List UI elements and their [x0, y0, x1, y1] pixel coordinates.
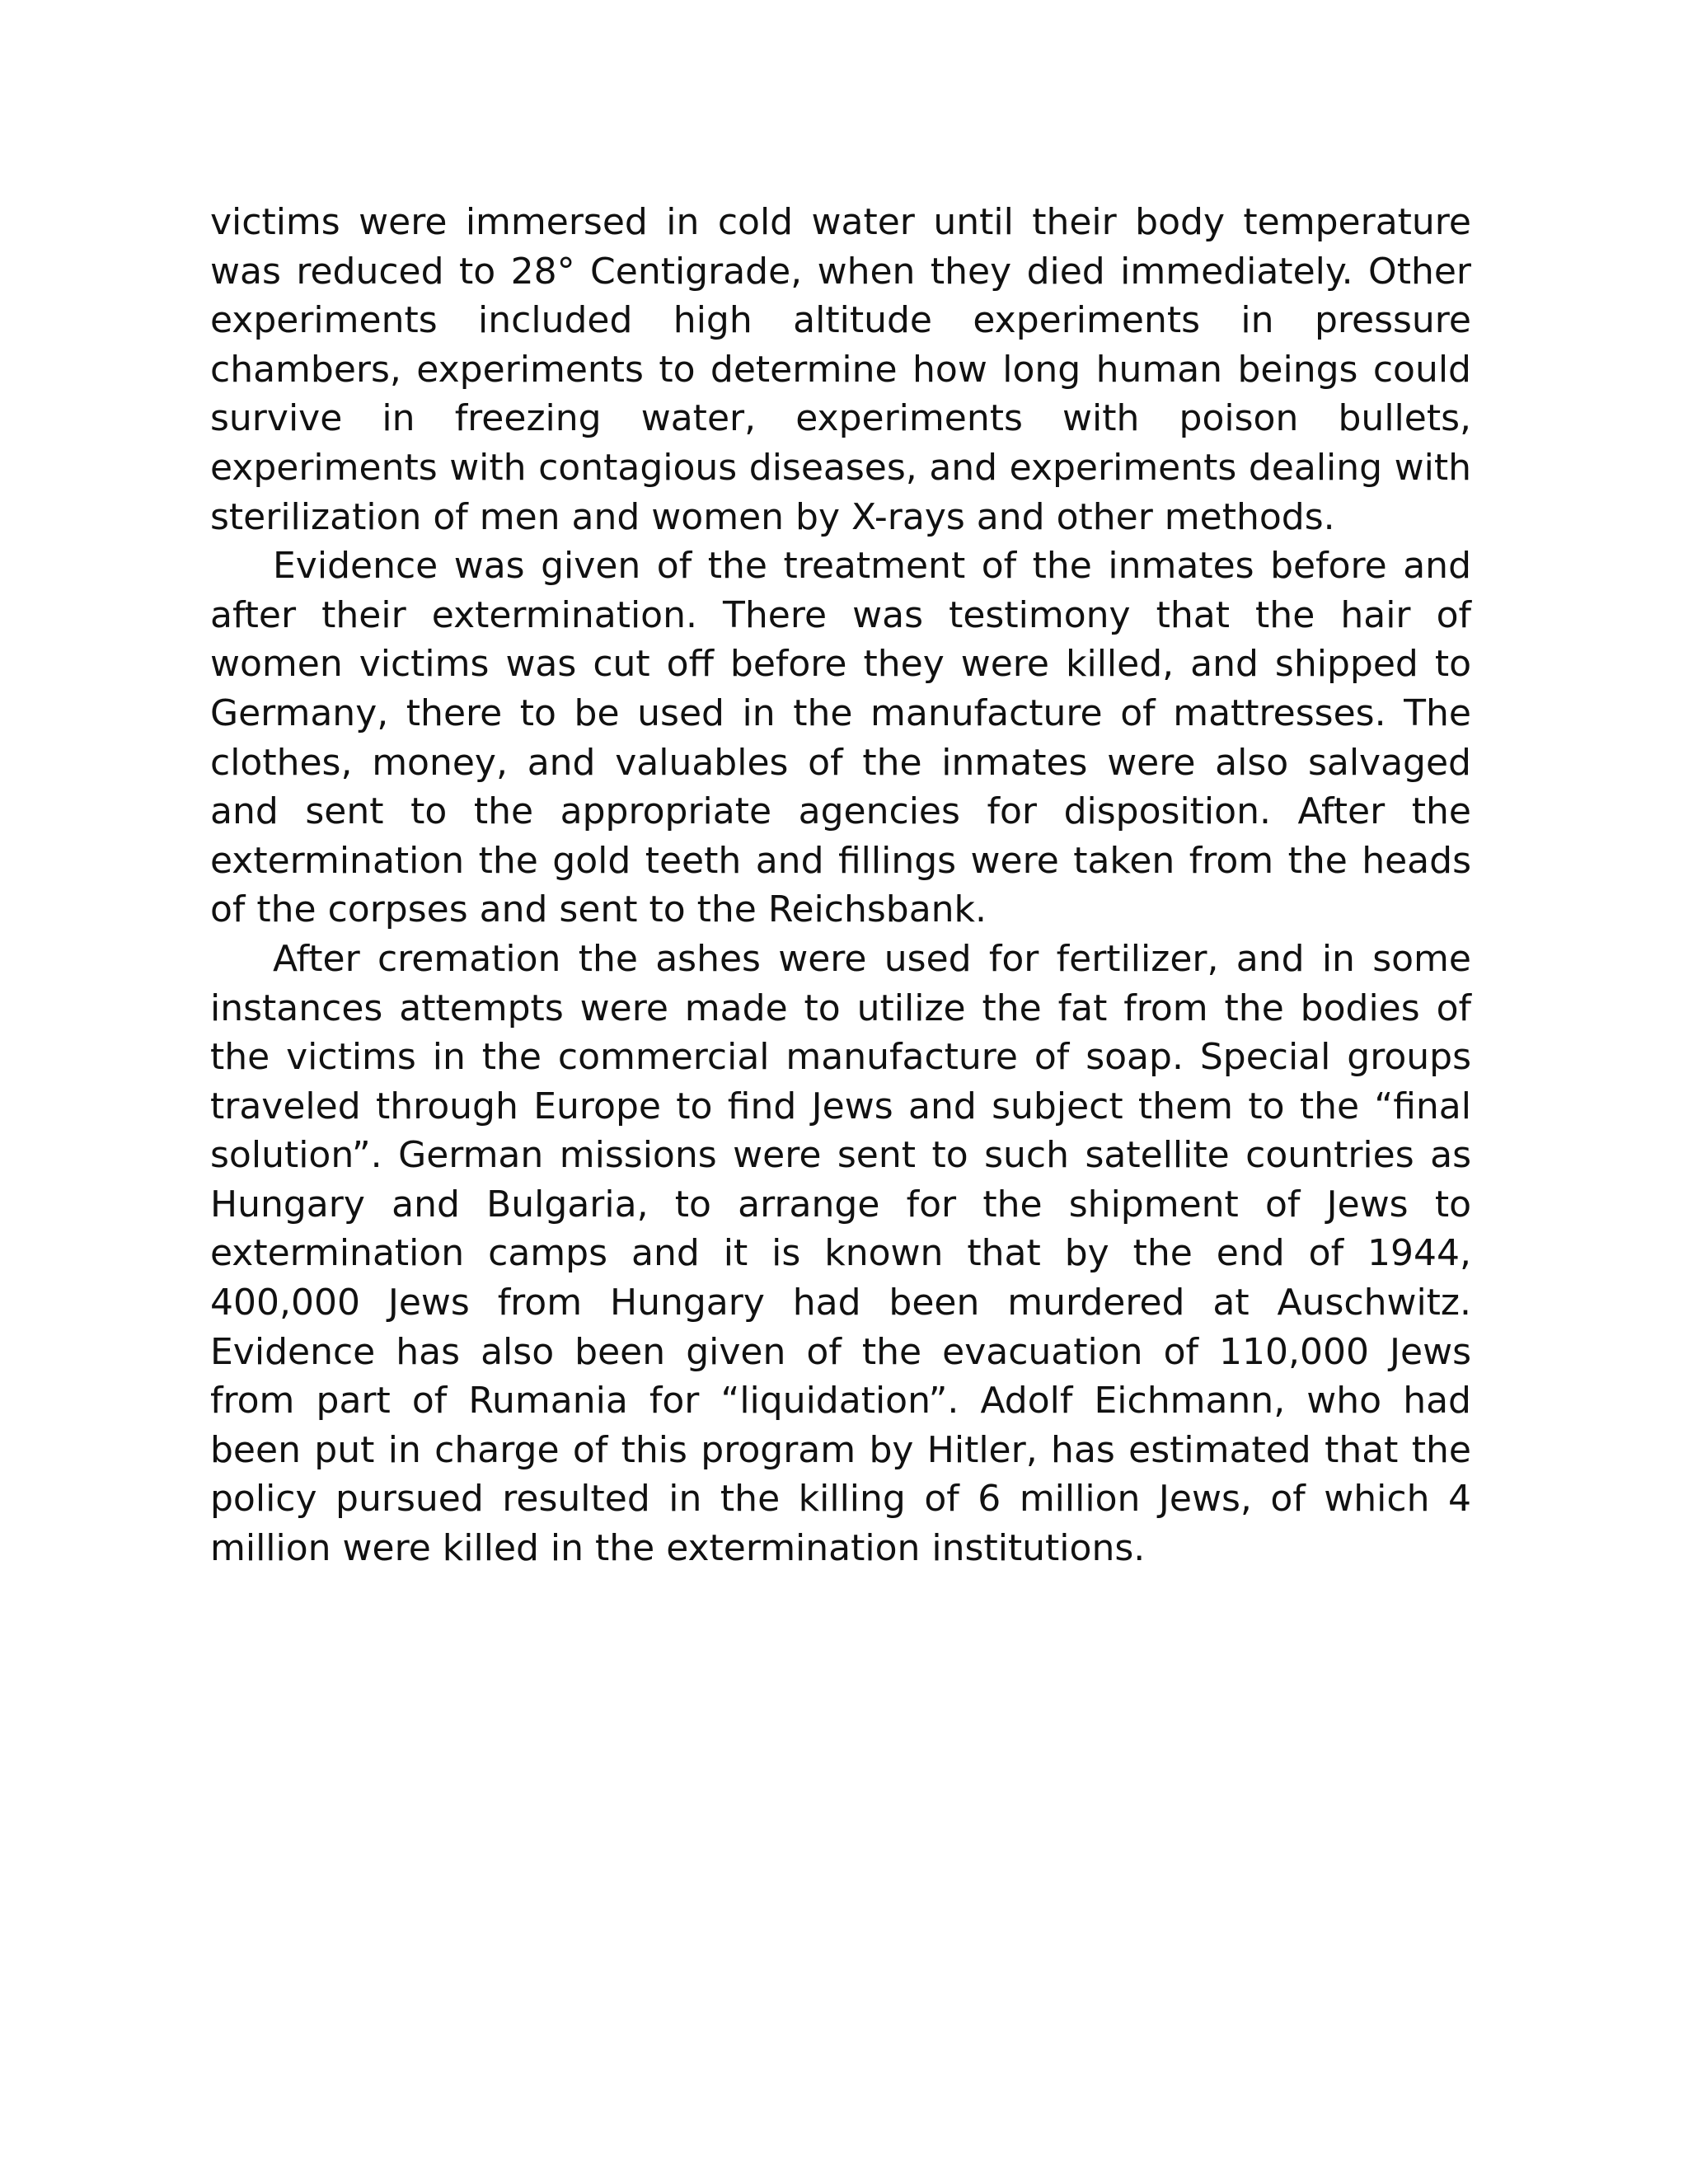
paragraph-treatment-of-inmates: Evidence was given of the treatment of the inmates before and after their extermination. There was testimony that the hair of women victims was cut off before they were killed, and shipped to Germany, there to be used in the manufacture of mattresses. The clothes, money, and valuables of the inmates were also salvaged and sent to the appropriate agencies for disposition. After the extermination the gold teeth and fillings were taken from the heads of the corpses and sent to the Reichsbank. [210, 545, 1471, 931]
paragraph-continuation: victims were immersed in cold water until their body temperature was reduced to 28° Centigrade, when they died immediately. Other experiments included high altitude experiments in pressure chambers, experiments to determine how long human beings could survive in freezing water, experiments with poison bullets, experiments with contagious diseases, and experiments dealing with sterilization of men and women by X-rays and other methods. [210, 201, 1471, 538]
body-text [210, 198, 1471, 1573]
paragraph-after-cremation: After cremation the ashes were used for fertilizer, and in some instances attempts were made to utilize the fat from the bodies of the victims in the commercial manufacture of soap. Special groups traveled through Europe to find Jews and subject them to the “final solution”. German missions were sent to such satellite countries as Hungary and Bulgaria, to arrange for the shipment of Jews to extermination camps and it is known that by the end of 1944, 400,000 Jews from Hungary had been murdered at Auschwitz. Evidence has also been given of the evacuation of 110,000 Jews from part of Rumania for “liquidation”. Adolf Eichmann, who had been put in charge of this program by Hitler, has estimated that the policy pursued resulted in the killing of 6 million Jews, of which 4 million were killed in the extermination institutions. [210, 937, 1471, 1570]
